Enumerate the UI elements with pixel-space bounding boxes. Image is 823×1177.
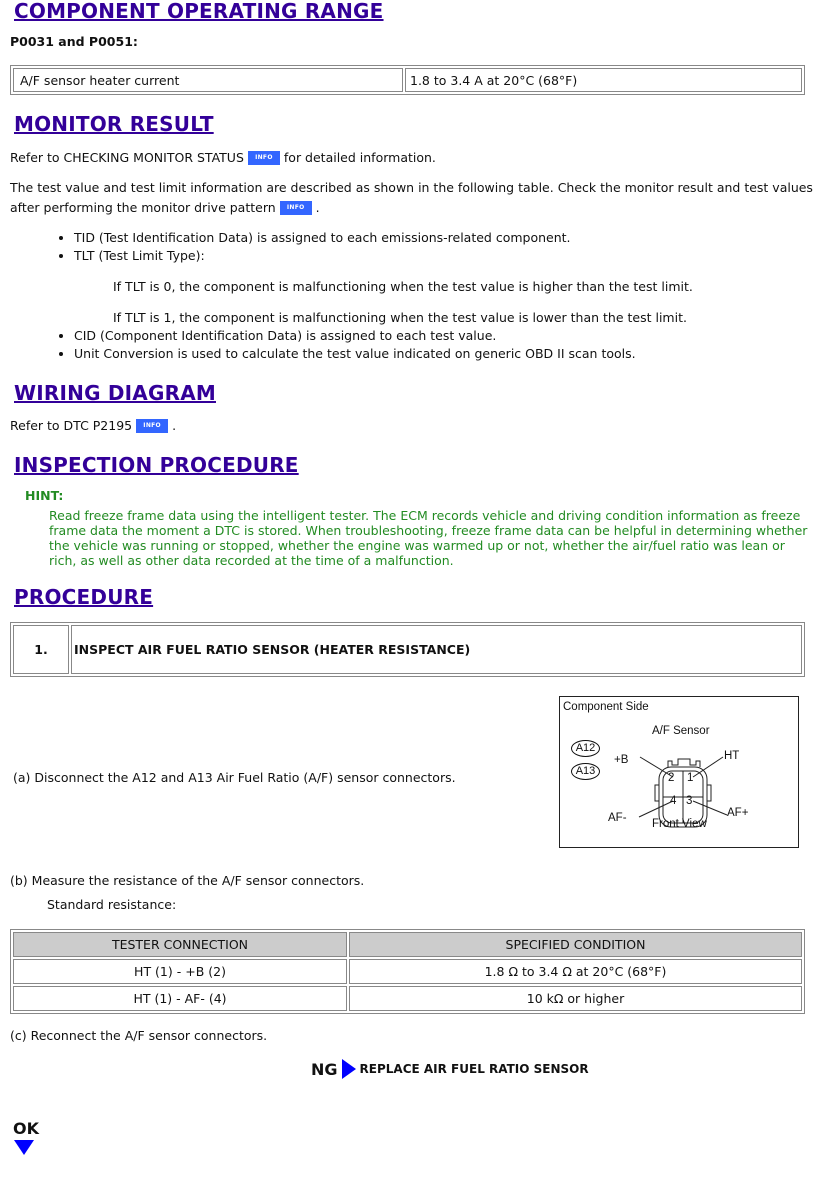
step-a-text: (a) Disconnect the A12 and A13 Air Fuel Ratio (A/F) sensor connectors. [13, 770, 456, 785]
pin-1-number: 1 [687, 772, 694, 784]
leader-line-af-plus [693, 801, 727, 815]
monitor-status-reference [10, 149, 436, 167]
info-button-wiring-diagram[interactable]: INFO [136, 419, 168, 433]
wiring-diagram-text-after: . [172, 418, 177, 433]
drive-pattern-text-after: . [315, 200, 320, 215]
tlt-note-0: If TLT is 0, the component is malfunctioning when the test value is higher than the test limit. [113, 279, 693, 294]
list-item: • TLT (Test Limit Type): [74, 247, 571, 265]
column-header: SPECIFIED CONDITION [349, 932, 802, 957]
ng-arrow-right-icon [342, 1059, 356, 1079]
table-row [13, 625, 802, 674]
column-header: TESTER CONNECTION [13, 932, 347, 957]
connector-latch [668, 759, 700, 767]
pin-2-number: 2 [668, 772, 675, 784]
drive-pattern-text: after performing the monitor drive pattern [10, 200, 276, 215]
wiring-diagram-text: Refer to DTC P2195 [10, 418, 133, 433]
monitor-bullets-top [56, 229, 571, 265]
standard-resistance-label: Standard resistance: [47, 897, 177, 912]
list-item: • TID (Test Identification Data) is assigned to each emissions-related component. [74, 229, 571, 247]
step-number: 1. [13, 625, 69, 674]
test-value-description: The test value and test limit information are described as shown in the following table. Check the monitor result and test values [10, 180, 813, 195]
ok-arrow-down-icon[interactable] [13, 1140, 35, 1156]
table-cell-value: 1.8 to 3.4 A at 20°C (68°F) [405, 68, 802, 92]
table-cell-item: A/F sensor heater current [13, 68, 403, 92]
wiring-diagram-reference [10, 417, 176, 435]
step-c-text: (c) Reconnect the A/F sensor connectors. [10, 1028, 268, 1043]
replace-sensor-link[interactable]: REPLACE AIR FUEL RATIO SENSOR [359, 1062, 589, 1076]
step-title: INSPECT AIR FUEL RATIO SENSOR (HEATER RESISTANCE) [71, 625, 802, 674]
connector-side-tab-right [707, 785, 711, 801]
dtc-codes-label: P0031 and P0051: [10, 34, 138, 49]
connector-badge-a13: A13 [571, 763, 600, 780]
resistance-table [10, 929, 805, 1014]
pin-3-number: 3 [686, 795, 693, 807]
step-b-text: (b) Measure the resistance of the A/F sensor connectors. [10, 873, 365, 888]
table-cell: 10 kΩ or higher [349, 986, 802, 1011]
connector-diagram [559, 696, 799, 848]
drive-pattern-reference [10, 199, 320, 217]
hint-text: Read freeze frame data using the intelligent tester. The ECM records vehicle and driving condition information as freeze frame data the moment a DTC is stored. When troubleshooting, freeze frame data can be helpful in determining whether the vehicle was running or stopped, whether the engine was warmed up or not, whether the air/fuel ratio was lean or rich, as well as other data recorded at the time of a malfunction. [49, 508, 808, 568]
procedure-step-table [10, 622, 805, 677]
hint-label: HINT: [25, 488, 64, 503]
pin-label-plus-b: +B [614, 754, 629, 766]
table-cell: HT (1) - AF- (4) [13, 986, 347, 1011]
info-button-monitor-status[interactable]: INFO [248, 151, 280, 165]
ok-label: OK [13, 1119, 39, 1138]
table-cell: 1.8 Ω to 3.4 Ω at 20°C (68°F) [349, 959, 802, 984]
monitor-bullets-bottom [56, 327, 636, 363]
pin-4-number: 4 [670, 795, 677, 807]
table-header-row [13, 932, 802, 957]
leader-line-af-minus [639, 801, 673, 817]
operating-range-table [10, 65, 805, 95]
list-item: • CID (Component Identification Data) is assigned to each test value. [74, 327, 636, 345]
ok-result [13, 1119, 39, 1159]
section-title-component-operating-range: COMPONENT OPERATING RANGE [14, 0, 384, 23]
table-row [13, 986, 802, 1011]
table-row [13, 959, 802, 984]
info-button-drive-pattern[interactable]: INFO [280, 201, 312, 215]
connector-badge-a12: A12 [571, 740, 600, 757]
table-row [13, 68, 802, 92]
pin-label-ht: HT [724, 750, 740, 762]
sensor-label: A/F Sensor [652, 725, 710, 737]
section-title-procedure: PROCEDURE [14, 585, 154, 609]
pin-label-af-minus: AF- [608, 812, 627, 824]
ng-label: NG [311, 1059, 338, 1079]
monitor-status-text: Refer to CHECKING MONITOR STATUS [10, 150, 244, 165]
front-view-label: Front View [652, 818, 707, 830]
section-title-wiring-diagram: WIRING DIAGRAM [14, 381, 216, 405]
section-title-monitor-result: MONITOR RESULT [14, 112, 214, 136]
list-item: • Unit Conversion is used to calculate the test value indicated on generic OBD II scan tools. [74, 345, 636, 363]
monitor-status-text-after: for detailed information. [283, 150, 436, 165]
section-title-inspection-procedure: INSPECTION PROCEDURE [14, 453, 299, 477]
diagram-heading: Component Side [563, 701, 649, 713]
tlt-note-1: If TLT is 1, the component is malfunctioning when the test value is lower than the test limit. [113, 310, 687, 325]
connector-side-tab-left [655, 785, 659, 801]
table-cell: HT (1) - +B (2) [13, 959, 347, 984]
ng-result-row [311, 1059, 589, 1079]
pin-label-af-plus: AF+ [727, 807, 749, 819]
